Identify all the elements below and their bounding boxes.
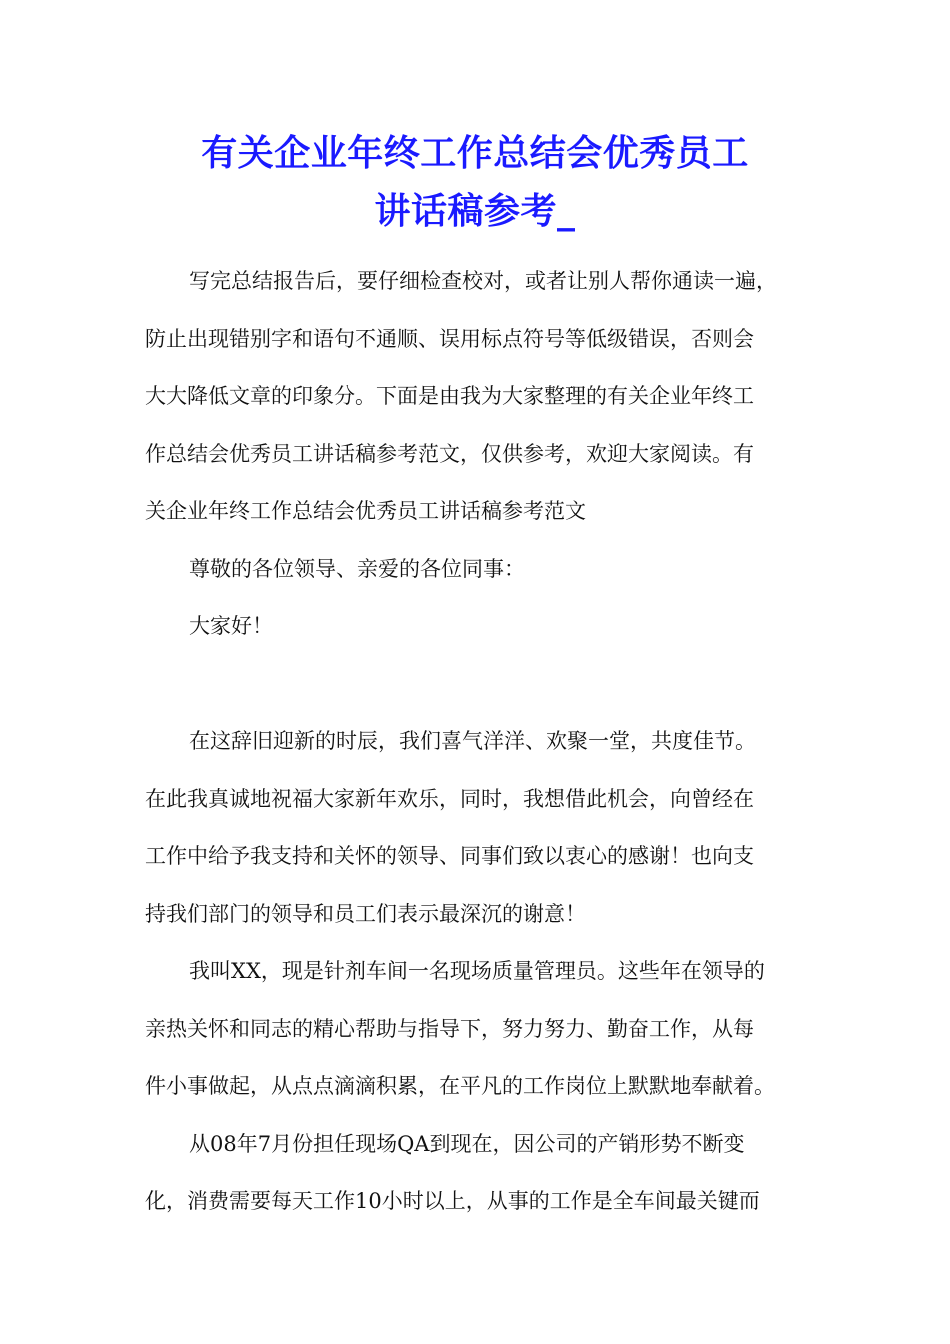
paragraph1-line-2: 在此我真诚地祝福大家新年欢乐，同时，我想借此机会，向曾经在 — [145, 786, 754, 811]
paragraph3-line-1: 从08年7月份担任现场QA到现在，因公司的产销形势不断变 — [189, 1131, 745, 1156]
paragraph3-line-2: 化，消费需要每天工作10小时以上，从事的工作是全车间最关键而 — [145, 1189, 760, 1213]
paragraph1-line-4: 持我们部门的领导和员工们表示最深沉的谢意！ — [145, 901, 586, 926]
intro-line-3: 大大降低文章的印象分。下面是由我为大家整理的有关企业年终工 — [145, 384, 754, 408]
intro-line-2: 防止出现错别字和语句不通顺、误用标点符号等低级错误，否则会 — [145, 326, 754, 351]
document-title — [120, 124, 830, 240]
intro-line-4: 作总结会优秀员工讲话稿参考范文，仅供参考，欢迎大家阅读。有 — [145, 441, 754, 466]
paragraph1-line-1: 在这辞旧迎新的时辰，我们喜气洋洋、欢聚一堂，共度佳节。 — [189, 729, 756, 753]
title-line-1: 有关企业年终工作总结会优秀员工 — [201, 132, 749, 174]
document-body — [145, 253, 815, 1231]
paragraph1-line-3: 工作中给予我支持和关怀的领导、同事们致以衷心的感谢！也向支 — [145, 844, 754, 868]
paragraph2-line-3: 件小事做起，从点点滴滴积累，在平凡的工作岗位上默默地奉献着。 — [145, 1074, 775, 1098]
intro-line-5: 关企业年终工作总结会优秀员工讲话稿参考范文 — [145, 499, 586, 523]
salutation: 尊敬的各位领导、亲爱的各位同事： — [189, 556, 525, 581]
greeting: 大家好！ — [189, 614, 273, 638]
title-line-2: 讲话稿参考_ — [374, 190, 576, 232]
blank-line — [145, 656, 815, 714]
paragraph2-line-1: 我叫XX，现是针剂车间一名现场质量管理员。这些年在领导的 — [189, 959, 765, 983]
paragraph2-line-2: 亲热关怀和同志的精心帮助与指导下，努力努力、勤奋工作，从每 — [145, 1016, 754, 1041]
intro-line-1: 写完总结报告后，要仔细检查校对，或者让别人帮你通读一遍， — [189, 269, 777, 293]
